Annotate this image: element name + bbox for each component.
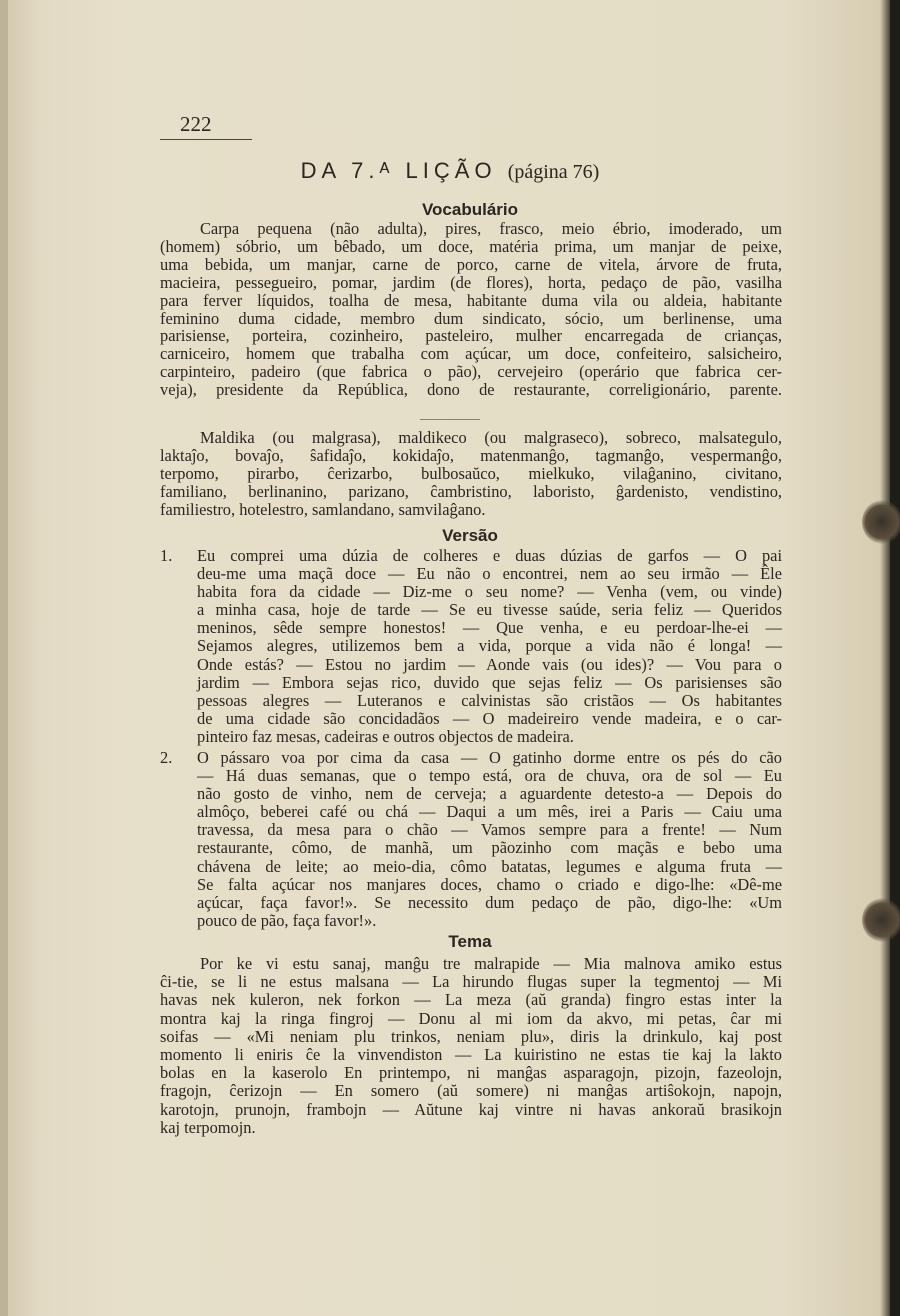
text-line: familiestro, hotelestro, samlandano, samvilaĝano.: [160, 499, 486, 519]
item-number: 1.: [160, 546, 173, 565]
text-line: montra kaj la ringa fingroj — Donu al mi iom da akvo, mi petas, ĉar mi: [160, 1008, 782, 1028]
vocabulario-heading: Vocabulário: [421, 200, 519, 219]
text-line: deu-me uma maçã doce — Eu não o encontrei, nem ao seu irmão — Êle: [197, 564, 782, 584]
chapter-page-ref: (página 76): [507, 161, 600, 183]
chapter-title: [0, 158, 900, 184]
text-line: laktaĵo, bovaĵo, ŝafidaĵo, kokidaĵo, matenmanĝo, tagmanĝo, vespermanĝo,: [160, 445, 782, 465]
text-line: Eu comprei uma dúzia de colheres e duas dúzias de garfos — O pai: [197, 546, 782, 565]
text-line: travessa, da mesa para o chão — Vamos sempre para a frente! — Num: [197, 820, 782, 840]
text-line: chávena de leite; ao meio-dia, cômo batatas, legumes e alguma fruta —: [197, 856, 782, 876]
text-line: a minha casa, hoje de tarde — Se eu tivesse saúde, seria feliz — Queridos: [197, 600, 782, 620]
text-line: Onde estás? — Estou no jardim — Aonde vais (ou ides)? — Vou para o: [197, 654, 782, 674]
text-line: kaj terpomojn.: [160, 1117, 256, 1137]
text-line: soifas — «Mi neniam plu trinkos, neniam plu», diris la drinkulo, kaj post: [160, 1026, 782, 1046]
text-line: Maldika (ou malgrasa), maldikeco (ou malgraseco), sobreco, malsategulo,: [200, 428, 782, 447]
text-line: Por ke vi estu sanaj, manĝu tre malrapide — Mia malnova amiko estus: [200, 954, 782, 973]
text-line: fragojn, ĉerizojn — En somero (aŭ somere) ni manĝas artiŝokojn, napojn,: [160, 1081, 782, 1101]
text-line: momento li eniris ĉe la vinvendiston — La kuiristino ne estas tie kaj la lakto: [160, 1045, 782, 1065]
text-line: uma bebida, um manjar, carne de porco, carne de vitela, árvore de fruta,: [160, 254, 782, 274]
page-number: 222: [160, 112, 252, 140]
text-line: açúcar, faça favor!». Se necessito dum pedaço de pão, digo-lhe: «Um: [197, 892, 782, 912]
text-line: ĉi-tie, se li ne estus malsana — La hirundo flugas super la tegmentoj — Mi: [160, 972, 782, 992]
item-body: [197, 547, 782, 746]
text-line: terpomo, pirarbo, ĉerizarbo, bulbosaŭco, mielkuko, vilaĝanino, civitano,: [160, 463, 782, 483]
text-line: Se falta açúcar nos manjares doces, chamo o criado e digo-lhe: «Dê-me: [197, 874, 782, 894]
text-line: habita fora da cidade — Diz-me o seu nome? — Venha (vem, ou vinde): [197, 582, 782, 602]
vocabulario-paragraph-1: [160, 220, 782, 399]
item-body: [197, 749, 782, 930]
text-line: Carpa pequena (não adulta), pires, frasco, meio ébrio, imoderado, um: [200, 219, 782, 238]
text-line: carniceiro, homem que trabalha com açúcar, um doce, confeiteiro, salsicheiro,: [160, 344, 782, 364]
text-line: familiano, berlinanino, parizano, ĉambristino, laboristo, ĝardenisto, vendistino,: [160, 481, 782, 501]
text-line: carpinteiro, padeiro (que fabrica o pão), cervejeiro (operário que fabrica cer-: [160, 362, 782, 382]
section-divider: [420, 419, 480, 420]
text-line: pinteiro faz mesas, cadeiras e outros objectos de madeira.: [197, 726, 574, 746]
text-line: meninos, sêde sempre honestos! — Que venha, e eu perdoar-lhe-ei —: [197, 618, 782, 638]
vocabulario-paragraph-2: [160, 429, 782, 519]
text-line: — Há duas semanas, que o tempo está, ora de chuva, ora de sol — Eu: [197, 766, 782, 786]
versao-heading: Versão: [442, 526, 498, 545]
chapter-name: DA 7.ᴬ LIÇÃO: [300, 158, 497, 183]
text-line: (homem) sóbrio, um bêbado, um doce, matéria prima, um manjar de peixe,: [160, 236, 782, 256]
text-line: não gosto de vinho, nem de cerveja; a aguardente detesto-a — Depois do: [197, 784, 782, 804]
text-line: feminino duma cidade, membro dum sindicato, sócio, um berlinense, uma: [160, 308, 782, 328]
text-line: O pássaro voa por cima da casa — O gatinho dorme entre os pés do cão: [197, 748, 782, 767]
text-line: havas nek kuleron, nek forkon — La meza (aŭ granda) fingro estas inter la: [160, 990, 782, 1010]
text-line: pessoas alegres — Luteranos e calvinistas são cristãos — Os habitantes: [197, 690, 782, 710]
text-line: almôço, beberei café ou chá — Daqui a um mês, irei a Paris — Caiu uma: [197, 802, 782, 822]
tema-heading: Tema: [448, 932, 492, 951]
page-left-edge: [0, 0, 8, 1316]
text-line: bolas en la kaserolo En printempo, ni manĝas asparagojn, pizojn, fazeolojn,: [160, 1063, 782, 1083]
text-line: parisiense, porteira, cozinheiro, pasteleiro, mulher encarregada de crianças,: [160, 326, 782, 346]
text-line: Sejamos alegres, utilizemos bem a vida, porque a vida não é longa! —: [197, 636, 782, 656]
text-line: jardim — Embora sejas rico, duvido que sejas feliz — Os parisienses são: [197, 672, 782, 692]
text-line: para ferver líquidos, toalha de mesa, habitante duma vila ou aldeia, habitante: [160, 290, 782, 310]
book-spine-shadow: [890, 0, 900, 1316]
tema-paragraph: [160, 955, 782, 1137]
item-number: 2.: [160, 748, 173, 767]
text-line: pouco de pão, faça favor!».: [197, 910, 377, 930]
text-line: restaurante, cômo, de manhã, um pãozinho com maçãs e bebo uma: [197, 838, 782, 858]
text-line: macieira, pessegueiro, pomar, jardim (de flores), horta, pedaço de pão, vasilha: [160, 272, 782, 292]
text-line: veja), presidente da República, dono de restaurante, correligionário, parente.: [160, 380, 782, 400]
text-line: karotojn, prunojn, frambojn — Aŭtune kaj vintre ni havas ankoraŭ brasikojn: [160, 1099, 782, 1119]
text-line: de uma cidade são concidadãos — O madeireiro vende madeira, e o car-: [197, 708, 782, 728]
